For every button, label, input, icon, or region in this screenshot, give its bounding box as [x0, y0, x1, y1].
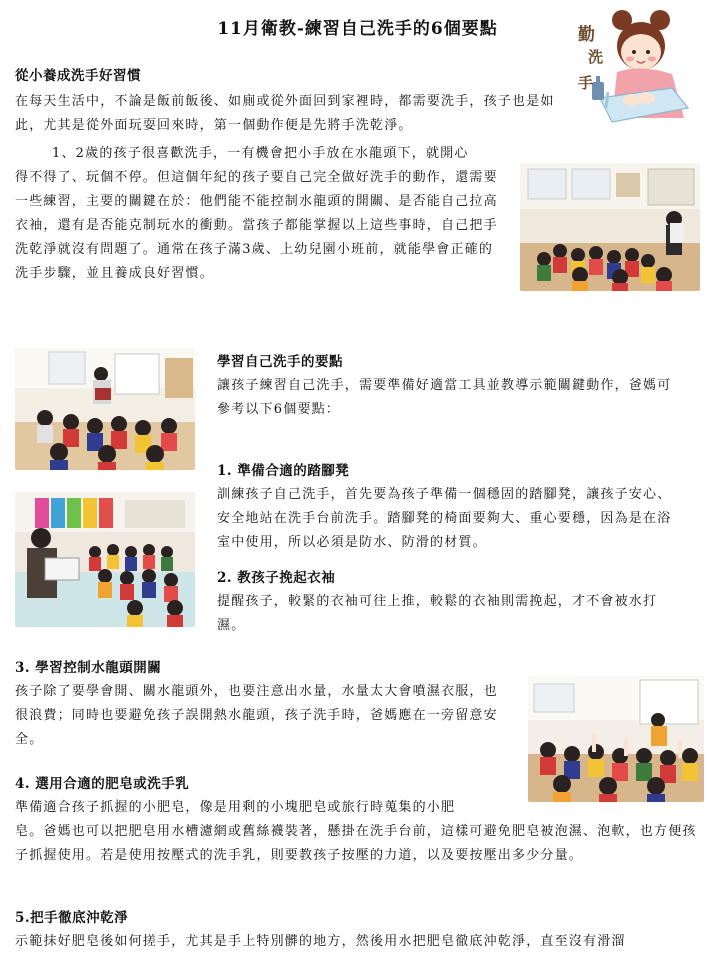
- logo-char-3: 手: [578, 74, 594, 92]
- logo-char-1: 勤: [578, 25, 595, 45]
- classroom-photo-3: [15, 492, 195, 627]
- section-heading: 學習自己洗手的要點: [217, 354, 343, 370]
- point-1-body: 訓練孩子自己洗手，首先要為孩子準備一個穩固的踏腳凳，讓孩子安心、安全地站在洗手台前洗手。踏腳凳的椅面要夠大、重心要穩，因為是在浴室中使用，所以必須是防水、防滑的材質。: [217, 487, 672, 550]
- point-4-body: 皂。爸媽也可以把肥皂用水槽濾網或舊絲襪裝著，懸掛在洗手台前，這樣可避免肥皂被泡濕、泡軟，也方便孩子抓握使用。若是使用按壓式的洗手乳，則要教孩子按壓的力道，以及要按壓出多少分量。: [15, 824, 697, 863]
- classroom-photo-2: [15, 348, 195, 470]
- point-5-title: 5.把手徹底沖乾淨: [15, 910, 129, 926]
- classroom-photo-4: [528, 676, 704, 802]
- intro-paragraph-2-first-line: 1、2歲的孩子很喜歡洗手，一有機會把小手放在水龍頭下，就開心: [52, 146, 469, 161]
- point-2-title: 2. 教孩子挽起衣袖: [217, 570, 336, 586]
- point-1-title: 1. 準備合適的踏腳凳: [217, 463, 350, 479]
- point-4-title: 4. 選用合適的肥皂或洗手乳: [15, 776, 190, 792]
- point-2-body: 提醒孩子，較緊的衣袖可往上推，較鬆的衣袖則需挽起，才不會被水打濕。: [217, 594, 658, 633]
- point-5-body: 示範抹好肥皂後如何搓手，尤其是手上特別髒的地方，然後用水把肥皂徹底沖乾淨，直至沒有滑溜: [15, 934, 626, 949]
- intro-paragraph-1: 在每天生活中，不論是飯前飯後、如廁或從外面回到家裡時，都需要洗手，孩子也是如此，尤其是從外面玩耍回來時，第一個動作便是先將手洗乾淨。: [15, 94, 555, 133]
- intro-paragraph-2: 得不得了、玩個不停。但這個年紀的孩子要自己完全做好洗手的動作，還需要一些練習，主要的關鍵在於：他們能不能控制水龍頭的開關、是否能自己拉高衣袖，還有是否能克制玩水的衝動。當孩子都能掌握以上這些事時，自己把手洗乾淨就沒有問題了。通常在孩子滿3歲、上幼兒園小班前，就能學會正確的洗手步驟，並且養成良好習慣。: [15, 170, 498, 281]
- point-3-body: 孩子除了要學會開、關水龍頭外，也要注意出水量，水量太大會噴濕衣服，也很浪費；同時也要避免孩子誤開熱水龍頭，孩子洗手時，爸媽應在一旁留意安全。: [15, 684, 498, 747]
- handwash-logo: [572, 8, 697, 126]
- point-3-title: 3. 學習控制水龍頭開關: [15, 660, 162, 676]
- intro-heading: 從小養成洗手好習慣: [15, 68, 141, 84]
- logo-char-2: 洗: [588, 48, 604, 66]
- section-intro: 讓孩子練習自己洗手，需要準備好適當工具並教導示範關鍵動作，爸媽可參考以下6個要點：: [217, 378, 672, 417]
- point-4-body-first-line: 準備適合孩子抓握的小肥皂，像是用剩的小塊肥皂或旅行時蒐集的小肥: [15, 800, 456, 815]
- page-title: 11月衛教-練習自己洗手的6個要點: [217, 19, 498, 39]
- classroom-photo-1: [520, 163, 700, 291]
